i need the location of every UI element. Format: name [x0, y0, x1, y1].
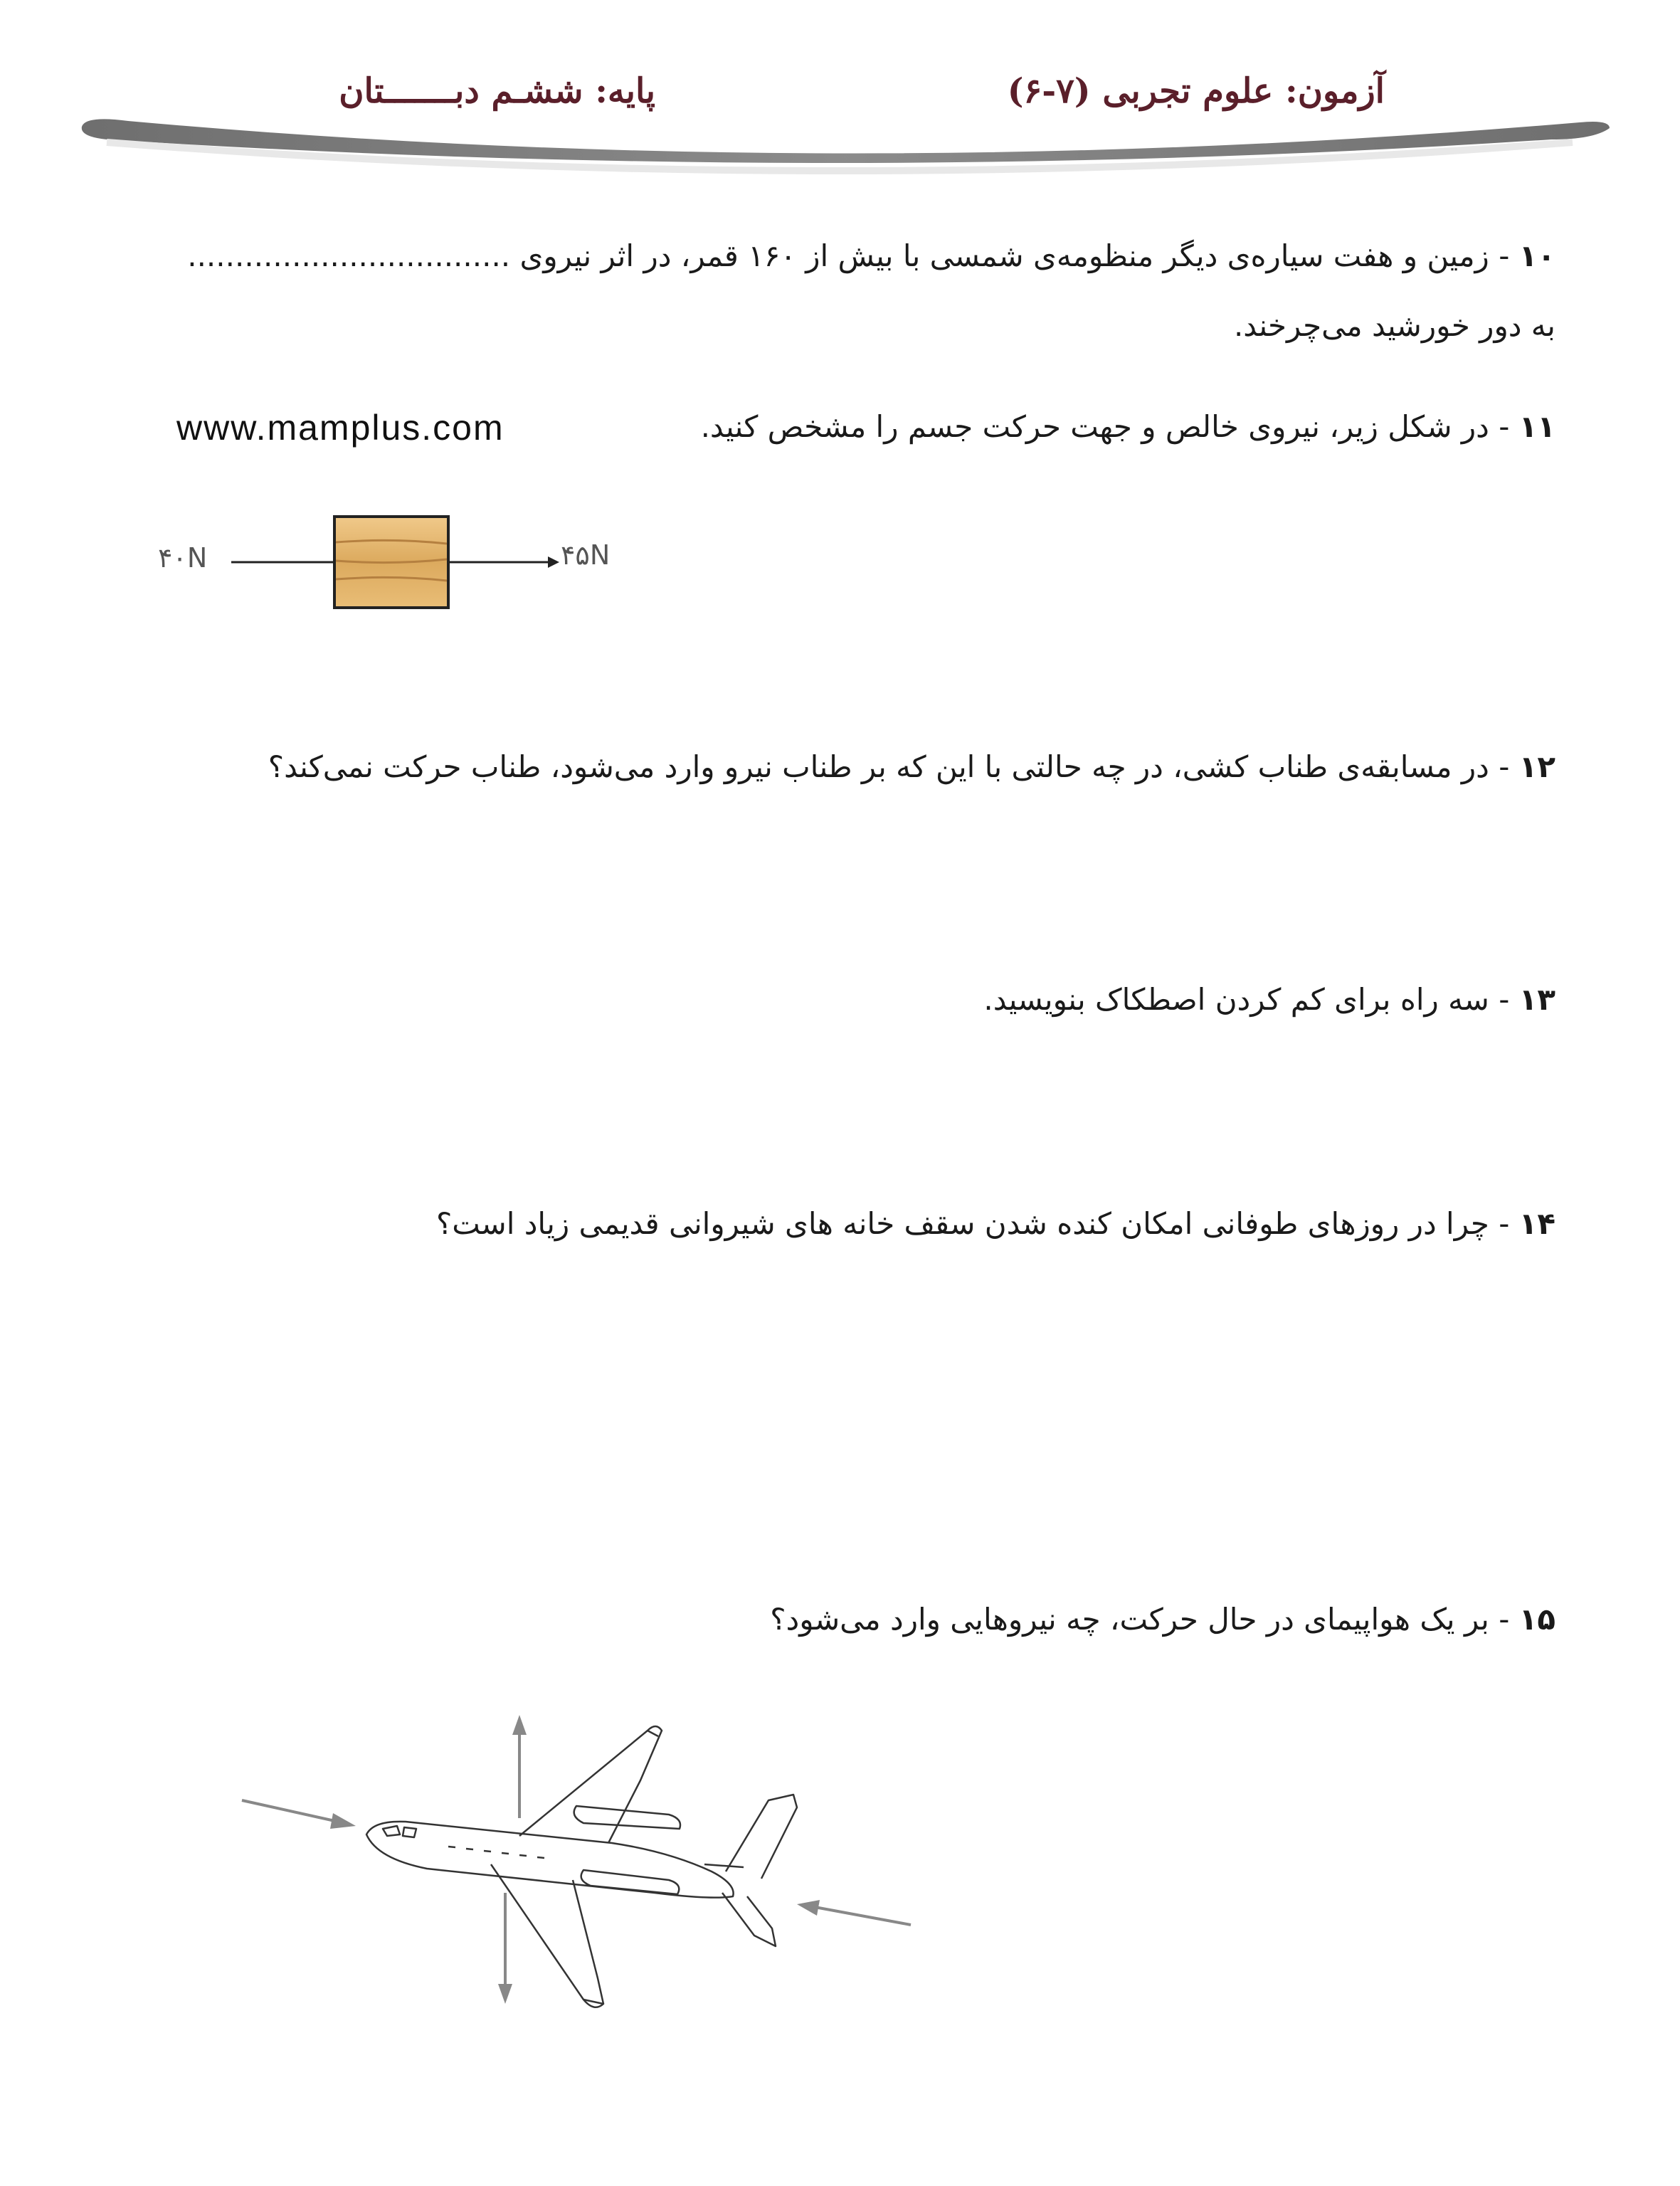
right-force-arrow — [448, 556, 559, 568]
wooden-block — [334, 517, 448, 608]
question-11: ۱۱ - در شکل زیر، نیروی خالص و جهت حرکت جسم را مشخص کنید. — [700, 409, 1555, 444]
question-13: ۱۳ - سه راه برای کم کردن اصطکاک بنویسید. — [983, 982, 1555, 1017]
force-diagram — [213, 505, 783, 648]
weight-arrow — [498, 1893, 512, 2004]
question-text: چرا در روزهای طوفانی امکان کنده شدن سقف خانه های شیروانی قدیمی زیاد است؟ — [435, 1206, 1489, 1241]
question-15: ۱۵ - بر یک هواپیمای در حال حرکت، چه نیروهایی وارد می‌شود؟ — [770, 1602, 1555, 1637]
question-text-continued: به دور خورشید می‌چرخند. — [1233, 308, 1555, 343]
left-force-arrow — [231, 556, 346, 568]
airplane-upper-wing — [519, 1726, 662, 1843]
question-14: ۱۴ - چرا در روزهای طوفانی امکان کنده شدن سقف خانه های شیروانی قدیمی زیاد است؟ — [435, 1206, 1555, 1241]
question-10: ۱۰ - زمین و هفت سیاره‌ی دیگر منظومه‌ی شمسی با بیش از ۱۶۰ قمر، در اثر نیروی .................................. — [187, 238, 1555, 273]
question-number: ۱۵ — [1518, 1602, 1555, 1637]
question-10-line2 — [1234, 305, 1555, 347]
right-force-label: ۴۵N — [561, 539, 611, 571]
airplane-forces-diagram — [213, 1694, 925, 2064]
watermark-url: www.mamplus.com — [176, 408, 504, 448]
question-text: در شکل زیر، نیروی خالص و جهت حرکت جسم را مشخص کنید. — [700, 409, 1489, 444]
question-number: ۱۳ — [1518, 982, 1555, 1017]
question-number: ۱۲ — [1518, 749, 1555, 784]
question-number: ۱۴ — [1518, 1206, 1555, 1241]
question-number: ۱۰ — [1518, 238, 1555, 273]
exam-title: آزمون: علوم تجربی (۷-۶) — [1007, 71, 1385, 111]
answer-blank[interactable]: .................................. — [187, 238, 511, 273]
question-number: ۱۱ — [1518, 409, 1555, 444]
grade-label: پایه: ششـم دبـــــــتان — [339, 71, 655, 111]
drag-arrow — [797, 1900, 911, 1925]
question-text: سه راه برای کم کردن اصطکاک بنویسید. — [983, 982, 1489, 1017]
question-12: ۱۲ - در مسابقه‌ی طناب کشی، در چه حالتی با این که بر طناب نیرو وارد می‌شود، طناب حرکت نمی‌کند؟ — [268, 749, 1555, 784]
thrust-arrow — [242, 1800, 356, 1829]
left-force-label: ۴۰N — [158, 542, 208, 574]
question-text: در مسابقه‌ی طناب کشی، در چه حالتی با این که بر طناب نیرو وارد می‌شود، طناب حرکت نمی‌کند؟ — [268, 749, 1489, 784]
header-divider — [0, 0, 1680, 185]
lift-arrow — [512, 1715, 527, 1818]
question-text: زمین و هفت سیاره‌ی دیگر منظومه‌ی شمسی با بیش از ۱۶۰ قمر، در اثر نیروی — [519, 238, 1489, 273]
question-text: بر یک هواپیمای در حال حرکت، چه نیروهایی وارد می‌شود؟ — [770, 1602, 1489, 1637]
airplane-engine-upper — [574, 1806, 680, 1829]
airplane-tail-lower — [722, 1893, 776, 1946]
cabin-windows — [448, 1847, 544, 1858]
